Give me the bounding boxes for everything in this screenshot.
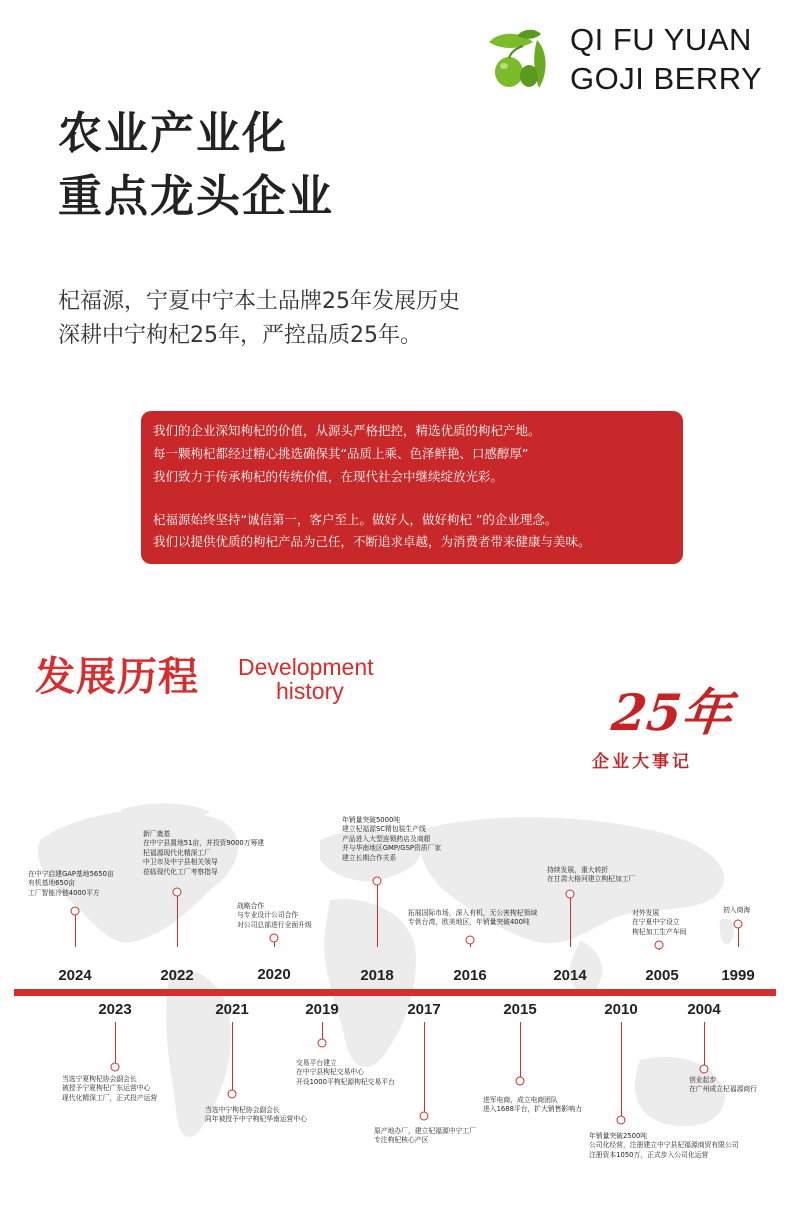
event-text: 当选宁夏枸杞协会副会长 被授予宁夏枸杞广东运营中心 现代化精深工厂，正式投产运营 <box>62 1075 158 1102</box>
timeline-node <box>617 1116 626 1125</box>
history-title-en-line2: history <box>276 678 344 704</box>
event-text: 交易平台建立 在中宁县枸杞交易中心 开设1000平枸杞源枸杞交易平台 <box>296 1059 395 1086</box>
timeline-node <box>270 934 279 943</box>
event-text: 初入商海 <box>723 906 751 914</box>
hero-title-line1: 农业产业化 <box>58 108 288 159</box>
intro-line: 每一颗枸杞都经过精心挑选确保其“品质上乘、色泽鲜艳、口感醇厚” <box>153 446 529 461</box>
timeline-node <box>420 1112 429 1121</box>
goji-leaf-logo-icon <box>487 28 553 92</box>
year-label: 2010 <box>604 1001 638 1018</box>
timeline-node <box>734 920 743 929</box>
hero-title-line2: 重点龙头企业 <box>58 171 334 222</box>
year-label: 2022 <box>160 967 194 984</box>
timeline-node <box>318 1039 327 1048</box>
timeline-node <box>71 907 80 916</box>
event-text: 年销量突破5000吨 建立杞福源SC精包装生产线 产品进入大型连锁药店及商超 并与华南地区GMP/GSP资质厂家 建立长期合作关系 <box>342 816 442 862</box>
year-label: 2018 <box>360 967 394 984</box>
events-title: 企业大事记 <box>592 752 692 772</box>
brand-name-line2: GOJI BERRY <box>570 61 763 96</box>
event-text: 年销量突破2500吨 公司化经营，注册建立中宁县杞福源商贸有限公司 注册资本1050万，正式步入公司化运营 <box>589 1132 739 1159</box>
year-label: 1999 <box>721 967 755 984</box>
timeline-node <box>373 877 382 886</box>
timeline-bar <box>14 989 776 996</box>
year-label: 2021 <box>215 1001 249 1018</box>
intro-box <box>141 411 683 564</box>
year-label: 2024 <box>58 967 92 984</box>
timeline-node <box>111 1063 120 1072</box>
event-text: 持续发展，重大转折 在甘肃大格河建立枸杞加工厂 <box>547 866 636 884</box>
year-label: 2016 <box>453 967 487 984</box>
year-label: 2020 <box>257 966 291 983</box>
intro-line: 我们致力于传承枸杞的传统价值，在现代社会中继续绽放光彩。 <box>153 469 504 484</box>
intro-line: 我们的企业深知枸杞的价值，从源头严格把控，精选优质的枸杞产地。 <box>153 423 541 438</box>
intro-line: 杞福源始终坚持“诚信第一，客户至上。做好人，做好枸杞 ”的企业理念。 <box>153 512 558 527</box>
year-label: 2015 <box>503 1001 537 1018</box>
event-text: 当选中宁枸杞协会副会长 同年被授予中宁枸杞华南运营中心 <box>205 1106 307 1124</box>
event-text: 对外发展 在宁夏中宁设立 枸杞加工生产车间 <box>632 909 687 936</box>
history-title-en-line1: Development <box>238 654 374 680</box>
year-label: 2019 <box>305 1001 339 1018</box>
year-label: 2004 <box>687 1001 721 1018</box>
year-label: 2005 <box>645 967 679 984</box>
event-text: 创业起步 在广州成立杞福源商行 <box>689 1076 757 1094</box>
year-label: 2017 <box>407 1001 441 1018</box>
timeline-node <box>700 1065 709 1074</box>
event-text: 在中宁启建GAP基地5650亩 有机基地650亩 工厂智能冷链4000平方 <box>28 870 114 897</box>
event-text: 原产地办厂，建立杞福源中宁工厂 专注枸杞核心产区 <box>374 1127 476 1145</box>
timeline-node <box>516 1077 525 1086</box>
year-label: 2023 <box>98 1001 132 1018</box>
timeline-node <box>655 941 664 950</box>
hero-subtitle-line1: 杞福源，宁夏中宁本土品牌25年发展历史 <box>58 289 460 314</box>
timeline-node <box>228 1090 237 1099</box>
timeline-node <box>173 888 182 897</box>
event-text: 新厂奠基 在中宁县置地51亩，并投资9000万筹建 杞福源现代化精深工厂 中卫市及中宁县相关领导 莅临现代化工厂考察指导 <box>143 830 265 876</box>
timeline-node <box>566 890 575 899</box>
event-text: 进军电商，成立电商团队 进入1688平台，扩大销售影响力 <box>483 1096 582 1114</box>
years-badge: 25年 <box>608 683 735 742</box>
brand-name-line1: QI FU YUAN <box>570 22 752 57</box>
hero-subtitle-line2: 深耕中宁枸杞25年，严控品质25年。 <box>58 323 422 348</box>
event-text: 拓展国际市场，深入有机，无公害枸杞领域 专供台湾，欧美地区，年销量突破400吨 <box>408 909 538 927</box>
history-title: 发展历程 <box>35 654 199 700</box>
intro-line: 我们以提供优质的枸杞产品为己任，不断追求卓越，为消费者带来健康与美味。 <box>153 534 591 549</box>
timeline-node <box>466 936 475 945</box>
event-text: 战略合作 与专业设计公司合作 对公司总部进行全面升级 <box>237 902 312 929</box>
year-label: 2014 <box>553 967 587 984</box>
